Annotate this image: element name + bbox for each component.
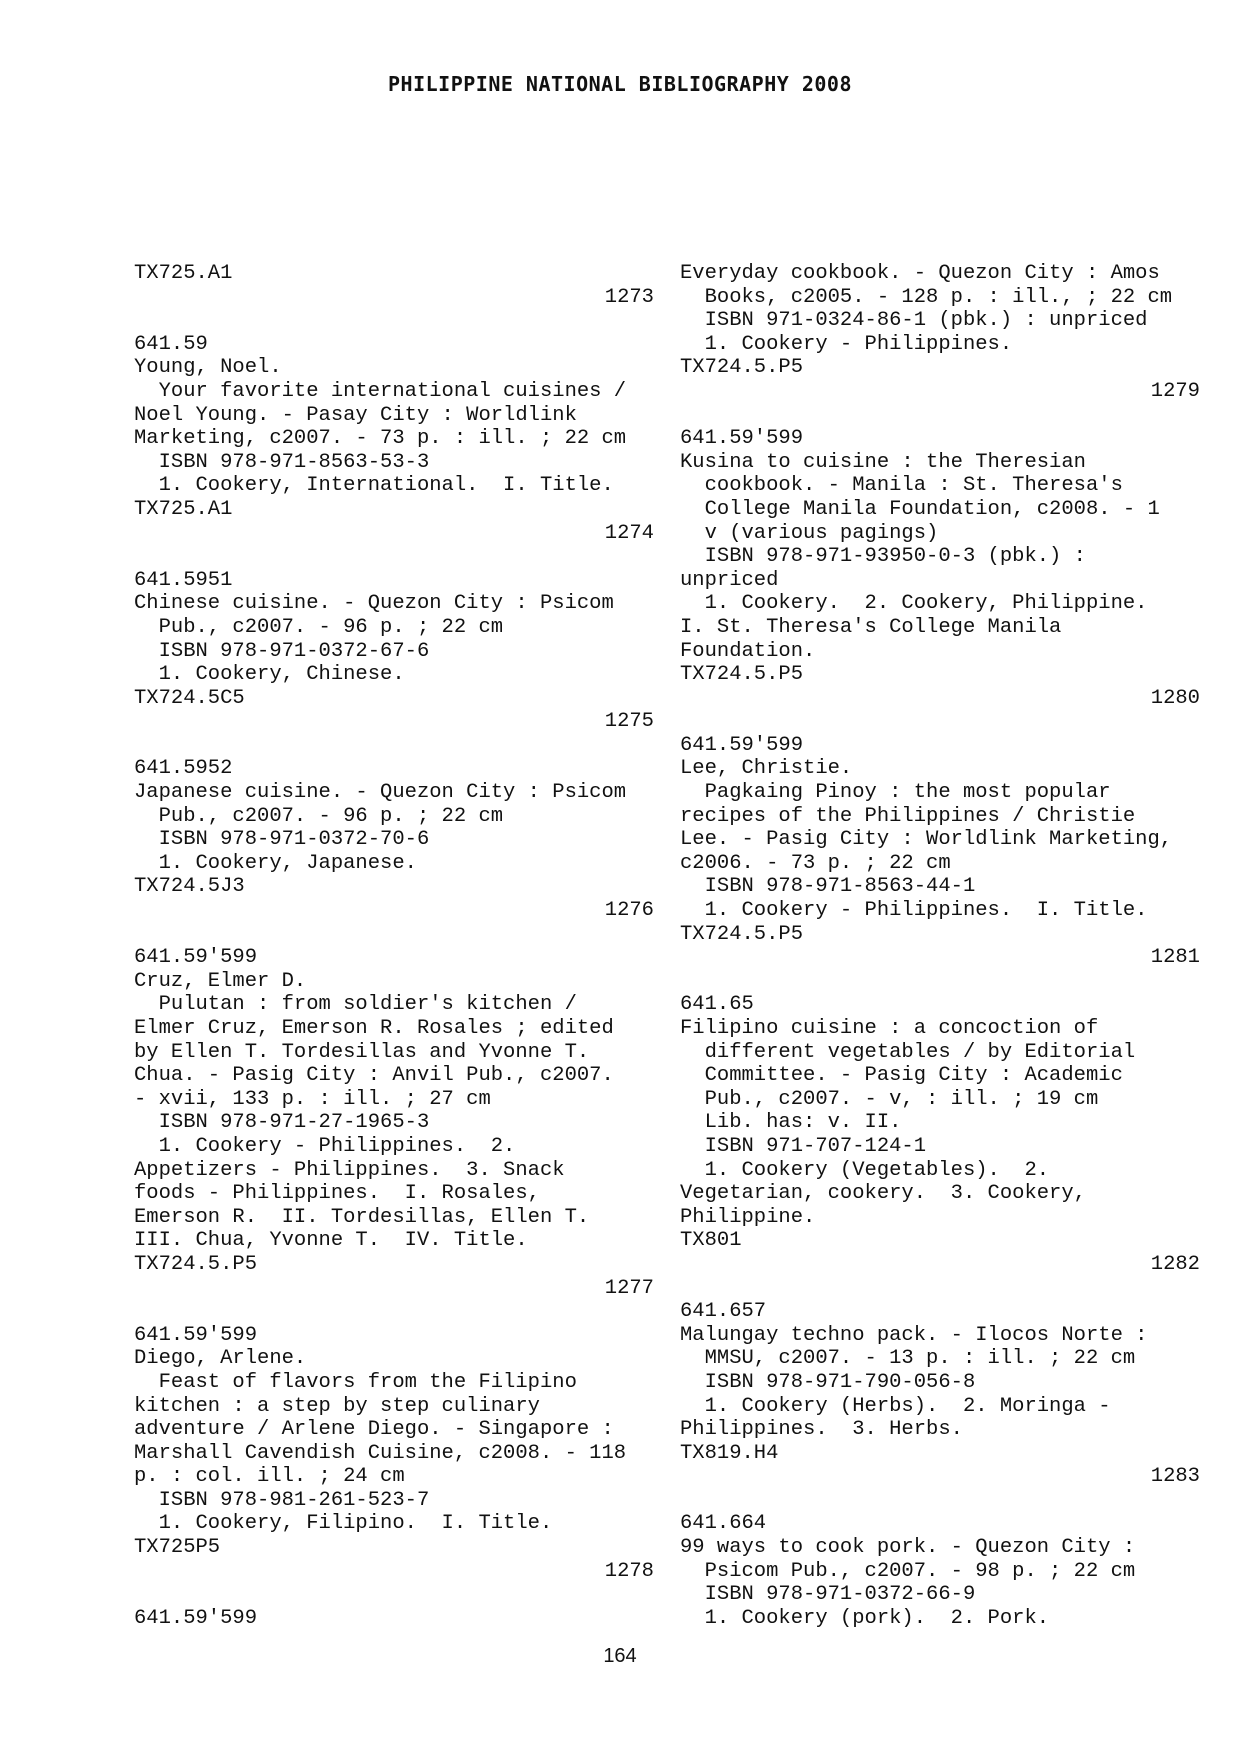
entry-number: 1277 — [604, 1276, 654, 1300]
entry-line: 1. Cookery, Japanese. — [134, 851, 417, 875]
entry-line — [680, 1277, 1200, 1301]
entry-line: 641.664 — [680, 1512, 767, 1536]
entry-line: Emerson R. II. Tordesillas, Ellen T. — [134, 1205, 590, 1229]
page-title: PHILIPPINE NATIONAL BIBLIOGRAPHY 2008 — [387, 72, 853, 96]
entry-line: v (various pagings) — [680, 521, 939, 545]
entry-line: Books, c2005. - 128 p. : ill., ; 22 cm — [680, 285, 1173, 309]
entry-line: 641.59 — [134, 332, 208, 356]
entry-line: Lee. - Pasig City : Worldlink Marketing, — [680, 828, 1173, 852]
entry-line: TX801 — [680, 1229, 742, 1253]
entry-line: ISBN 978-971-8563-53-3 — [134, 450, 430, 474]
entry-line: Lib. has: v. II. — [680, 1111, 902, 1135]
entry-line: TX724.5.P5 — [680, 663, 804, 687]
left-column — [134, 262, 654, 1630]
entry-number: 1280 — [1150, 686, 1200, 710]
entry-line: Pub., c2007. - 96 p. ; 22 cm — [134, 615, 504, 639]
entry-line: Vegetarian, cookery. 3. Cookery, — [680, 1182, 1086, 1206]
entry-line — [134, 1583, 654, 1607]
entry-line: 1. Cookery (pork). 2. Pork. — [680, 1606, 1050, 1630]
entry-line: p. : col. ill. ; 24 cm — [134, 1465, 405, 1489]
entry-line: Elmer Cruz, Emerson R. Rosales ; edited — [134, 1017, 614, 1040]
entry-line: foods - Philippines. I. Rosales, — [134, 1182, 540, 1206]
entry-line: ISBN 978-971-27-1965-3 — [134, 1111, 430, 1135]
entry-line: TX725.A1 — [134, 497, 233, 521]
entry-line: by Ellen T. Tordesillas and Yvonne T. — [134, 1040, 590, 1064]
entry-line: 641.65 — [680, 993, 754, 1017]
entry-line: ISBN 978-971-790-056-8 — [680, 1370, 976, 1394]
entry-line: 641.5951 — [134, 568, 233, 592]
entry-line: Pulutan : from soldier's kitchen / — [134, 993, 577, 1017]
entry-line: ISBN 971-707-124-1 — [680, 1134, 927, 1158]
entry-line: 641.5952 — [134, 757, 233, 781]
entry-line — [134, 309, 654, 333]
entry-line: 1. Cookery (Herbs). 2. Moringa - — [680, 1394, 1111, 1418]
entry-line: different vegetables / by Editorial — [680, 1040, 1136, 1064]
entry-line: III. Chua, Yvonne T. IV. Title. — [134, 1229, 528, 1253]
entry-line: Philippines. 3. Herbs. — [680, 1418, 963, 1442]
entry-line: Diego, Arlene. — [134, 1347, 307, 1371]
entry-line: TX725.A1 — [134, 262, 233, 285]
entry-number: 1275 — [604, 710, 654, 734]
entry-line: Philippine. — [680, 1205, 816, 1229]
entry-line: TX724.5.P5 — [134, 1252, 258, 1276]
entry-number: 1276 — [604, 899, 654, 923]
entry-line: 99 ways to cook pork. - Quezon City : — [680, 1536, 1136, 1560]
entry-line: unpriced — [680, 568, 779, 592]
entry-line — [680, 710, 1200, 734]
entry-line: - xvii, 133 p. : ill. ; 27 cm — [134, 1087, 491, 1111]
entry-line: Chinese cuisine. - Quezon City : Psicom — [134, 592, 614, 616]
entry-line: ISBN 978-971-0372-70-6 — [134, 828, 430, 852]
entry-line: ISBN 978-971-0372-66-9 — [680, 1583, 976, 1607]
entry-line: Young, Noel. — [134, 356, 282, 380]
entry-line: TX819.H4 — [680, 1441, 779, 1465]
entry-line: 641.59'599 — [134, 1606, 258, 1630]
entry-line: Marshall Cavendish Cuisine, c2008. - 118 — [134, 1441, 627, 1465]
entry-line: kitchen : a step by step culinary — [134, 1394, 540, 1418]
right-column — [680, 262, 1200, 1630]
entry-number: 1274 — [604, 521, 654, 545]
entry-line: Pub., c2007. - 96 p. ; 22 cm — [134, 804, 504, 828]
entry-number: 1273 — [604, 285, 654, 309]
entry-line: c2006. - 73 p. ; 22 cm — [680, 851, 951, 875]
entry-line: 1. Cookery. 2. Cookery, Philippine. — [680, 592, 1148, 616]
entry-line: 1. Cookery - Philippines. 2. — [134, 1134, 516, 1158]
entry-line: 641.59'599 — [680, 733, 804, 757]
entry-line — [134, 1300, 654, 1324]
entry-line — [680, 1489, 1200, 1513]
entry-line: 641.59'599 — [134, 946, 258, 970]
entry-line: Noel Young. - Pasay City : Worldlink — [134, 403, 577, 427]
entry-line: 641.59'599 — [134, 1323, 258, 1347]
entry-line: ISBN 978-981-261-523-7 — [134, 1488, 430, 1512]
entry-line: 1. Cookery - Philippines. — [680, 332, 1013, 356]
entry-line — [134, 923, 654, 947]
entry-line: 641.657 — [680, 1300, 767, 1324]
entry-line: 1. Cookery - Philippines. I. Title. — [680, 899, 1148, 923]
entry-number: 1281 — [1150, 946, 1200, 970]
entry-line: 1. Cookery (Vegetables). 2. — [680, 1158, 1050, 1182]
entry-line: ISBN 971-0324-86-1 (pbk.) : unpriced — [680, 309, 1148, 333]
entry-line: Malungay techno pack. - Ilocos Norte : — [680, 1323, 1148, 1347]
entry-line: ISBN 978-971-93950-0-3 (pbk.) : — [680, 545, 1086, 569]
entry-line: Cruz, Elmer D. — [134, 969, 307, 993]
entry-line — [680, 404, 1200, 428]
entry-line: Appetizers - Philippines. 3. Snack — [134, 1158, 565, 1182]
entry-line: Foundation. — [680, 639, 816, 663]
entry-line: Pagkaing Pinoy : the most popular — [680, 781, 1111, 805]
entry-line: Japanese cuisine. - Quezon City : Psicom — [134, 781, 627, 805]
entry-line: Your favorite international cuisines / — [134, 379, 627, 403]
entry-line: ISBN 978-971-0372-67-6 — [134, 639, 430, 663]
entry-line — [134, 545, 654, 569]
entry-line: TX724.5J3 — [134, 875, 245, 899]
entry-line: Feast of flavors from the Filipino — [134, 1370, 577, 1394]
entry-number: 1279 — [1150, 379, 1200, 403]
entry-line: Pub., c2007. - v, : ill. ; 19 cm — [680, 1087, 1099, 1111]
entry-line: adventure / Arlene Diego. - Singapore : — [134, 1418, 614, 1442]
entry-line: Chua. - Pasig City : Anvil Pub., c2007. — [134, 1064, 614, 1088]
entry-line: Lee, Christie. — [680, 757, 853, 781]
entry-line: cookbook. - Manila : St. Theresa's — [680, 474, 1123, 498]
entry-line: ISBN 978-971-8563-44-1 — [680, 875, 976, 899]
entry-line: 641.59'599 — [680, 427, 804, 451]
entry-line: 1. Cookery, Chinese. — [134, 663, 405, 687]
entry-line: Filipino cuisine : a concoction of — [680, 1017, 1099, 1040]
entry-line — [134, 734, 654, 758]
entry-number: 1283 — [1150, 1465, 1200, 1489]
entry-line: TX725P5 — [134, 1536, 221, 1560]
entry-line: Everyday cookbook. - Quezon City : Amos — [680, 262, 1160, 285]
entry-line — [680, 970, 1200, 994]
entry-line: Kusina to cuisine : the Theresian — [680, 450, 1086, 474]
entry-line: Marketing, c2007. - 73 p. : ill. ; 22 cm — [134, 427, 627, 451]
entry-line: 1. Cookery, International. I. Title. — [134, 474, 614, 498]
entry-line: MMSU, c2007. - 13 p. : ill. ; 22 cm — [680, 1347, 1136, 1371]
entry-line: 1. Cookery, Filipino. I. Title. — [134, 1512, 553, 1536]
entry-line: Committee. - Pasig City : Academic — [680, 1064, 1123, 1088]
entry-line: TX724.5C5 — [134, 686, 245, 710]
entry-number: 1278 — [604, 1559, 654, 1583]
entry-line: TX724.5.P5 — [680, 356, 804, 380]
entry-line: College Manila Foundation, c2008. - 1 — [680, 497, 1160, 521]
entry-line: I. St. Theresa's College Manila — [680, 615, 1062, 639]
entry-line: recipes of the Philippines / Christie — [680, 804, 1136, 828]
page-number: 164 — [603, 1645, 637, 1667]
entry-line: TX724.5.P5 — [680, 922, 804, 946]
entry-number: 1282 — [1150, 1252, 1200, 1276]
entry-line: Psicom Pub., c2007. - 98 p. ; 22 cm — [680, 1559, 1136, 1583]
